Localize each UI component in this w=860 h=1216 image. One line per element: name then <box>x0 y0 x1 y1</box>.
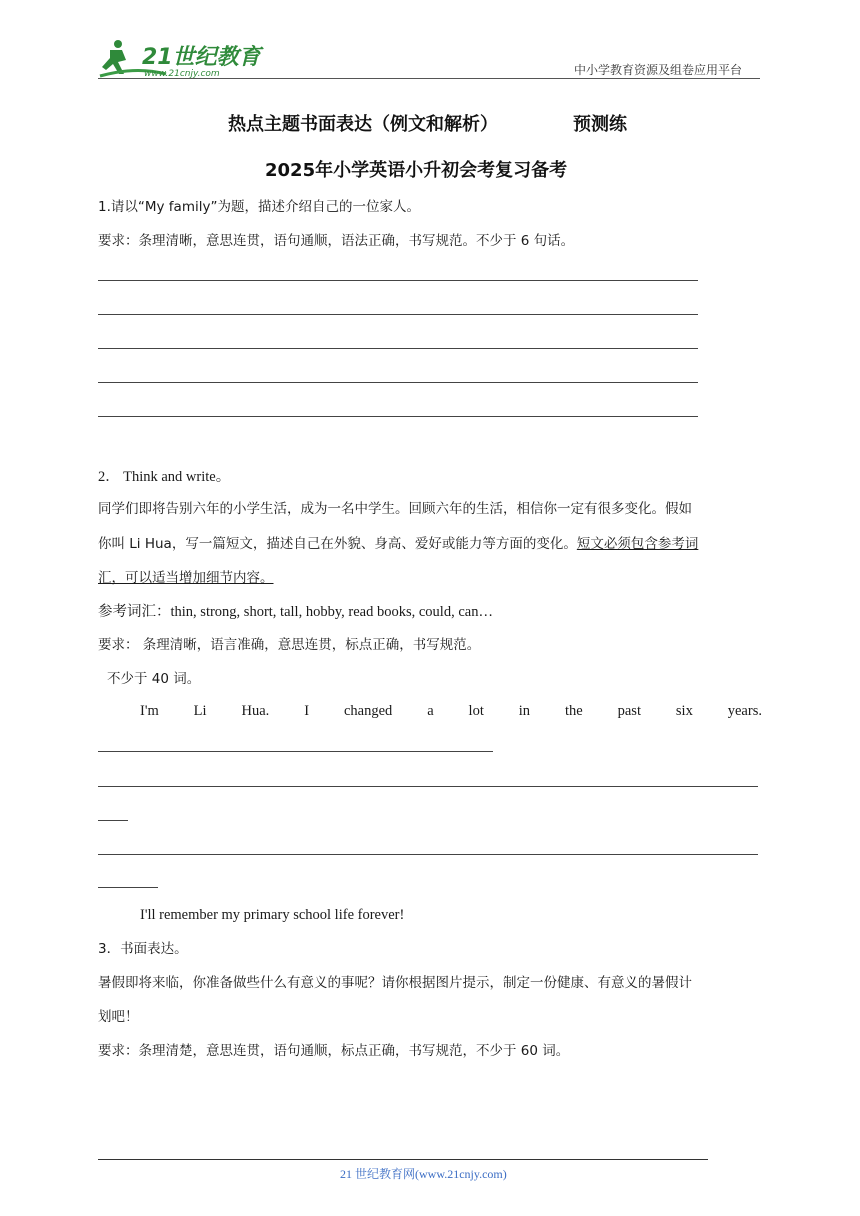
opening-word: a <box>427 703 434 719</box>
site-logo <box>96 36 266 82</box>
answer-line <box>98 416 698 417</box>
answer-line <box>98 751 493 752</box>
q3-paragraph-line: 划吧！ <box>98 1009 139 1025</box>
q3-heading: 3．书面表达。 <box>98 941 188 957</box>
opening-word: I'm <box>140 703 159 719</box>
q1-requirement: 要求：条理清晰，意思连贯，语句通顺，语法正确，书写规范。不少于 6 句话。 <box>98 233 575 249</box>
opening-word: Hua. <box>241 703 270 719</box>
site-tagline: 中小学教育资源及组卷应用平台 <box>574 63 743 77</box>
opening-word: years. <box>727 703 762 719</box>
q3-requirement: 要求：条理清楚，意思连贯，语句通顺，标点正确，书写规范，不少于 60 词。 <box>98 1043 570 1059</box>
answer-line <box>98 314 698 315</box>
q2-closing-sentence: I'll remember my primary school life forever! <box>140 907 405 923</box>
q1-prompt: 1.请以“My family”为题，描述介绍自己的一位家人。 <box>98 199 420 215</box>
q2-paragraph-line <box>98 534 698 554</box>
q3-paragraph-line: 暑假即将来临，你准备做些什么有意义的事呢？请你根据图片提示，制定一份健康、有意义的暑假计 <box>98 975 692 991</box>
answer-line <box>98 382 698 383</box>
opening-word: in <box>518 703 531 719</box>
q2-paragraph-text: 你叫 Li Hua，写一篇短文，描述自己在外貌、身高、爱好或能力等方面的变化。 <box>98 536 577 552</box>
answer-line <box>98 786 758 787</box>
answer-line <box>98 820 128 821</box>
opening-word: the <box>564 703 583 719</box>
opening-word: changed <box>343 703 393 719</box>
svg-text:21世纪教育: 21世纪教育 <box>142 45 261 70</box>
q2-paragraph-line: 同学们即将告别六年的小学生活，成为一名中学生。回顾六年的生活，相信你一定有很多变化。假如 <box>98 501 692 517</box>
svg-text:www.21cnjy.com: www.21cnjy.com <box>144 69 220 79</box>
answer-line <box>98 887 158 888</box>
footer-divider <box>98 1159 708 1160</box>
q2-requirement: 要求： 条理清晰，语言准确，意思连贯，标点正确，书写规范。 <box>98 637 481 653</box>
q2-opening-sentence <box>140 703 762 720</box>
opening-word: Li <box>193 703 207 719</box>
header-divider <box>98 78 760 79</box>
opening-word: lot <box>468 703 484 719</box>
page-subtitle: 2025年小学英语小升初会考复习备考 <box>265 160 568 181</box>
answer-line <box>98 348 698 349</box>
opening-word: past <box>617 703 641 719</box>
answer-line <box>98 280 698 281</box>
page-title: 热点主题书面表达（例文和解析） <box>228 114 498 135</box>
footer-text: 21 世纪教育网(www.21cnjy.com) <box>340 1167 507 1181</box>
q2-paragraph-underlined: 汇，可以适当增加细节内容。 <box>98 570 274 586</box>
q2-heading: 2． Think and write。 <box>98 469 231 485</box>
q2-min-words: 不少于 40 词。 <box>107 671 201 687</box>
opening-word: six <box>675 703 693 719</box>
page-title-suffix: 预测练 <box>573 114 627 135</box>
answer-line <box>98 854 758 855</box>
q2-paragraph-underlined: 短文必须包含参考词 <box>576 536 699 552</box>
q2-vocab: 参考词汇：thin, strong, short, tall, hobby, read books, could, can… <box>98 604 493 620</box>
opening-word: I <box>304 703 310 719</box>
